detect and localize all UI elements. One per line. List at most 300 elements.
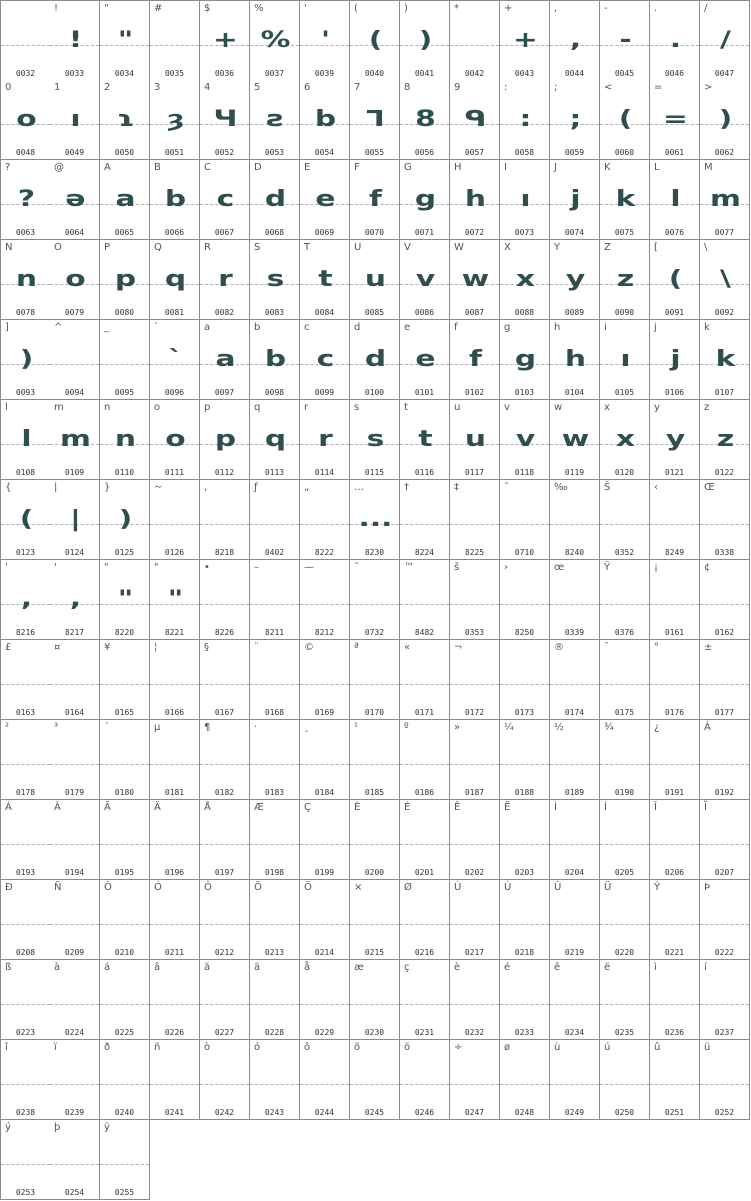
baseline-guide (300, 1084, 349, 1085)
glyph-cell (500, 1040, 550, 1120)
baseline-guide (300, 524, 349, 525)
char-code: 0163 (15, 708, 36, 717)
glyph-cell (600, 1040, 650, 1120)
char-code: 0084 (314, 308, 335, 317)
glyph-cell (50, 640, 100, 720)
glyph-cell (450, 80, 500, 160)
char-code: 8226 (214, 628, 235, 637)
char-code: 0036 (214, 69, 235, 78)
char-code: 0224 (64, 1028, 85, 1037)
baseline-guide (700, 924, 749, 925)
baseline-guide (250, 924, 299, 925)
char-code: 0174 (564, 708, 585, 717)
char-label: P (104, 242, 111, 253)
char-label: J (554, 162, 557, 173)
char-code: 0076 (664, 228, 685, 237)
glyph-cell (200, 720, 250, 800)
char-label: µ (154, 722, 161, 733)
char-label: Å (204, 802, 211, 813)
glyph-cell (600, 640, 650, 720)
glyph-cell (0, 1120, 51, 1200)
char-label: S (254, 242, 261, 253)
char-label: l (5, 402, 8, 413)
char-code: 0077 (714, 228, 735, 237)
glyph-sample: ı (620, 347, 631, 372)
baseline-guide (50, 1004, 99, 1005)
glyph-sample: % (260, 28, 291, 53)
char-label: Ø (404, 882, 412, 893)
char-code: 0176 (664, 708, 685, 717)
glyph-cell (650, 480, 700, 560)
char-code: 0179 (64, 788, 85, 797)
char-label: ý (5, 1122, 11, 1133)
glyph-sample: / (720, 28, 731, 53)
char-code: 0165 (114, 708, 135, 717)
glyph-sample: r (218, 267, 233, 292)
baseline-guide (700, 524, 749, 525)
char-code: 0236 (664, 1028, 685, 1037)
char-label: 9 (454, 82, 461, 93)
char-code: 0034 (114, 69, 135, 78)
baseline-guide (700, 844, 749, 845)
glyph-cell (0, 560, 51, 640)
baseline-guide (650, 604, 699, 605)
char-label: Ô (204, 882, 212, 893)
char-label: ¤ (54, 642, 61, 653)
baseline-guide (150, 1004, 199, 1005)
baseline-guide (350, 1084, 399, 1085)
glyph-cell (300, 160, 350, 240)
char-code: 8230 (364, 548, 385, 557)
glyph-sample: c (316, 347, 335, 372)
glyph-cell (0, 720, 51, 800)
char-label: Þ (704, 882, 711, 893)
char-code: 0164 (64, 708, 85, 717)
glyph-sample: ı (520, 187, 531, 212)
baseline-guide (450, 844, 499, 845)
glyph-cell (50, 800, 100, 880)
glyph-cell (650, 720, 700, 800)
char-label: É (404, 802, 411, 813)
char-code: 0170 (364, 708, 385, 717)
glyph-cell (400, 160, 450, 240)
char-label: 0 (5, 82, 12, 93)
char-code: 0229 (314, 1028, 335, 1037)
glyph-cell (700, 960, 750, 1040)
char-label: 6 (304, 82, 311, 93)
char-label: % (254, 3, 264, 14)
glyph-cell (450, 800, 500, 880)
glyph-sample: y (565, 267, 586, 292)
char-code: 0049 (64, 148, 85, 157)
char-code: 0097 (214, 388, 235, 397)
char-code: 0193 (15, 868, 36, 877)
glyph-cell (600, 560, 650, 640)
char-label: î (5, 1042, 8, 1053)
baseline-guide (500, 924, 549, 925)
char-code: 0111 (164, 468, 185, 477)
glyph-sample: + (213, 28, 238, 53)
char-code: 0189 (564, 788, 585, 797)
glyph-sample: e (415, 347, 436, 372)
char-label: ; (554, 82, 558, 93)
char-label: ¬ (454, 642, 463, 653)
glyph-sample: Ч (213, 107, 238, 132)
baseline-guide (50, 364, 99, 365)
glyph-cell (550, 240, 600, 320)
char-code: 0188 (514, 788, 535, 797)
glyph-cell (500, 800, 550, 880)
char-label: 7 (354, 82, 361, 93)
char-code: 0088 (514, 308, 535, 317)
char-code: 0251 (664, 1108, 685, 1117)
char-label: ø (504, 1042, 511, 1053)
glyph-cell (400, 400, 450, 480)
glyph-cell (0, 0, 51, 81)
char-code: 0083 (264, 308, 285, 317)
glyph-cell (450, 0, 500, 81)
char-label: m (54, 402, 64, 413)
glyph-sample: o (165, 427, 186, 452)
char-code: 0183 (264, 788, 285, 797)
glyph-sample: a (115, 187, 136, 212)
baseline-guide (400, 924, 449, 925)
char-code: 0246 (414, 1108, 435, 1117)
char-label: š (454, 562, 460, 573)
char-code: 0184 (314, 788, 335, 797)
char-code: 8222 (314, 548, 335, 557)
glyph-cell (350, 240, 400, 320)
glyph-cell (650, 240, 700, 320)
glyph-cell (150, 1040, 200, 1120)
char-code: 0180 (114, 788, 135, 797)
char-label: × (354, 882, 363, 893)
char-label: „ (304, 482, 310, 493)
char-label: : (504, 82, 508, 93)
baseline-guide (450, 764, 499, 765)
char-code: 0035 (164, 69, 185, 78)
baseline-guide (500, 764, 549, 765)
glyph-cell (100, 1120, 150, 1200)
char-label: £ (5, 642, 12, 653)
char-label: Ì (554, 802, 557, 813)
char-label: n (104, 402, 111, 413)
baseline-guide (650, 1004, 699, 1005)
glyph-cell (650, 560, 700, 640)
char-code: 0227 (214, 1028, 235, 1037)
char-label: b (254, 322, 261, 333)
glyph-sample: u (364, 267, 387, 292)
glyph-cell (500, 160, 550, 240)
glyph-cell (150, 560, 200, 640)
char-code: 0215 (364, 948, 385, 957)
char-code: 0186 (414, 788, 435, 797)
char-label: . (654, 3, 658, 14)
char-label: K (604, 162, 611, 173)
char-code: 0060 (614, 148, 635, 157)
glyph-sample: ; (569, 107, 582, 132)
glyph-cell (600, 0, 650, 81)
glyph-sample: x (515, 267, 536, 292)
char-label: z (704, 402, 710, 413)
char-label: C (204, 162, 211, 173)
glyph-sample: v (415, 267, 436, 292)
glyph-sample: ' (320, 28, 331, 53)
char-label: ñ (154, 1042, 161, 1053)
char-label: d (354, 322, 361, 333)
glyph-cell (350, 320, 400, 400)
glyph-cell (400, 80, 450, 160)
char-label: Ö (304, 882, 312, 893)
baseline-guide (700, 1084, 749, 1085)
char-code: 0217 (464, 948, 485, 957)
char-label: Ñ (54, 882, 62, 893)
baseline-guide (200, 844, 249, 845)
glyph-sample: + (513, 28, 538, 53)
char-code: 0185 (364, 788, 385, 797)
glyph-cell (550, 640, 600, 720)
glyph-cell (300, 240, 350, 320)
char-code: 0187 (464, 788, 485, 797)
char-code: 0249 (564, 1108, 585, 1117)
glyph-cell (0, 240, 51, 320)
glyph-cell (200, 800, 250, 880)
baseline-guide (400, 844, 449, 845)
char-label: ð (104, 1042, 111, 1053)
char-label: q (254, 402, 261, 413)
char-code: 8211 (264, 628, 285, 637)
glyph-cell (250, 720, 300, 800)
glyph-cell (500, 0, 550, 81)
char-code: 0338 (714, 548, 735, 557)
glyph-cell (500, 480, 550, 560)
glyph-cell (300, 880, 350, 960)
char-label: + (504, 3, 513, 14)
baseline-guide (1, 1004, 50, 1005)
glyph-sample: l (670, 187, 681, 212)
glyph-sample: ) (19, 347, 34, 372)
char-code: 0113 (264, 468, 285, 477)
char-code: 0376 (614, 628, 635, 637)
char-label: œ (554, 562, 565, 573)
baseline-guide (650, 924, 699, 925)
char-code: 0172 (464, 708, 485, 717)
baseline-guide (100, 844, 149, 845)
glyph-sample: w (461, 267, 490, 292)
char-label: ¶ (204, 722, 211, 733)
char-code: 0198 (264, 868, 285, 877)
glyph-cell (350, 160, 400, 240)
glyph-sample: y (665, 427, 686, 452)
char-code: 0220 (614, 948, 635, 957)
glyph-cell (700, 560, 750, 640)
glyph-sample: m (710, 187, 741, 212)
char-code: 0235 (614, 1028, 635, 1037)
char-code: 0105 (614, 388, 635, 397)
glyph-sample: b (264, 347, 287, 372)
char-label: Ÿ (604, 562, 611, 573)
char-code: 0090 (614, 308, 635, 317)
baseline-guide (1, 1164, 50, 1165)
glyph-cell (0, 800, 51, 880)
char-label: M (704, 162, 713, 173)
glyph-cell (100, 400, 150, 480)
glyph-sample: ( (668, 267, 683, 292)
baseline-guide (150, 764, 199, 765)
char-label: ¦ (154, 642, 158, 653)
char-code: 0173 (514, 708, 535, 717)
glyph-sample: \ (720, 267, 731, 292)
glyph-sample: g (414, 187, 437, 212)
char-code: 0068 (264, 228, 285, 237)
char-code: 0254 (64, 1188, 85, 1197)
glyph-sample: = (663, 107, 688, 132)
baseline-guide (450, 45, 499, 46)
glyph-cell (350, 720, 400, 800)
glyph-cell (600, 400, 650, 480)
glyph-cell (200, 160, 250, 240)
baseline-guide (150, 45, 199, 46)
baseline-guide (250, 524, 299, 525)
char-code: 0247 (464, 1108, 485, 1117)
baseline-guide (1, 844, 50, 845)
glyph-sample: a (215, 347, 236, 372)
char-label: Q (154, 242, 162, 253)
baseline-guide (600, 1084, 649, 1085)
char-label: ² (5, 722, 10, 733)
baseline-guide (500, 684, 549, 685)
char-label: ¯ (604, 642, 609, 653)
glyph-cell (50, 160, 100, 240)
glyph-sample: ) (418, 28, 433, 53)
glyph-sample: ȝ (166, 107, 185, 132)
char-label: ƒ (254, 482, 258, 493)
glyph-sample: d (364, 347, 387, 372)
char-code: 0242 (214, 1108, 235, 1117)
char-code: 0195 (114, 868, 135, 877)
char-label: " (104, 3, 109, 14)
char-label: ' (304, 3, 307, 14)
glyph-cell (150, 160, 200, 240)
char-code: 0041 (414, 69, 435, 78)
baseline-guide (650, 844, 699, 845)
char-label: ó (254, 1042, 261, 1053)
char-code: 8212 (314, 628, 335, 637)
glyph-cell (650, 160, 700, 240)
glyph-cell (50, 0, 100, 81)
char-code: 0161 (664, 628, 685, 637)
char-label: | (54, 482, 58, 493)
glyph-sample: k (615, 187, 636, 212)
baseline-guide (1, 924, 50, 925)
char-label: 3 (154, 82, 161, 93)
glyph-sample: 8 (415, 107, 436, 132)
glyph-cell (300, 320, 350, 400)
char-code: 0059 (564, 148, 585, 157)
char-code: 0244 (314, 1108, 335, 1117)
glyph-cell (0, 480, 51, 560)
char-label: Ü (604, 882, 612, 893)
glyph-sample: p (214, 427, 237, 452)
glyph-cell (450, 160, 500, 240)
char-code: 0102 (464, 388, 485, 397)
char-label: ‚ (204, 482, 208, 493)
char-code: 0255 (114, 1188, 135, 1197)
char-code: 8482 (414, 628, 435, 637)
char-code: 0353 (464, 628, 485, 637)
char-label: Û (554, 882, 562, 893)
char-label: r (304, 402, 309, 413)
char-code: 0238 (15, 1108, 36, 1117)
char-label: W (454, 242, 464, 253)
char-code: 0228 (264, 1028, 285, 1037)
glyph-cell (50, 400, 100, 480)
baseline-guide (300, 764, 349, 765)
glyph-cell (550, 560, 600, 640)
char-label: ‡ (454, 482, 459, 493)
glyph-cell (250, 240, 300, 320)
char-code: 0094 (64, 388, 85, 397)
glyph-sample: - (619, 28, 632, 53)
char-code: 0232 (464, 1028, 485, 1037)
char-code: 0037 (264, 69, 285, 78)
char-label: s (354, 402, 360, 413)
glyph-cell (250, 560, 300, 640)
baseline-guide (350, 604, 399, 605)
char-label: T (304, 242, 311, 253)
glyph-cell (250, 0, 300, 81)
char-label: V (404, 242, 411, 253)
baseline-guide (50, 1164, 99, 1165)
glyph-sample: ... (358, 507, 393, 532)
char-label: 5 (254, 82, 261, 93)
glyph-cell (300, 560, 350, 640)
glyph-cell (100, 640, 150, 720)
baseline-guide (100, 684, 149, 685)
char-label: © (304, 642, 314, 653)
glyph-sample: j (570, 187, 581, 212)
glyph-cell (550, 400, 600, 480)
glyph-cell (200, 640, 250, 720)
char-code: 0213 (264, 948, 285, 957)
char-label: Ó (154, 882, 162, 893)
glyph-cell (700, 640, 750, 720)
char-label: D (254, 162, 262, 173)
glyph-cell (250, 880, 300, 960)
glyph-cell (150, 0, 200, 81)
baseline-guide (450, 1004, 499, 1005)
char-label: F (354, 162, 360, 173)
char-code: 0119 (564, 468, 585, 477)
char-code: 0241 (164, 1108, 185, 1117)
glyph-cell (350, 640, 400, 720)
glyph-sample: t (418, 427, 433, 452)
glyph-sample: e (315, 187, 336, 212)
char-code: 0182 (214, 788, 235, 797)
char-label: ¡ (654, 562, 659, 573)
char-label: j (654, 322, 657, 333)
glyph-cell (150, 480, 200, 560)
glyph-cell (350, 480, 400, 560)
glyph-cell (150, 720, 200, 800)
glyph-cell (400, 560, 450, 640)
char-label: A (104, 162, 111, 173)
char-label: * (454, 3, 459, 14)
char-label: ( (354, 3, 358, 14)
baseline-guide (600, 524, 649, 525)
glyph-cell (350, 560, 400, 640)
glyph-cell (350, 80, 400, 160)
